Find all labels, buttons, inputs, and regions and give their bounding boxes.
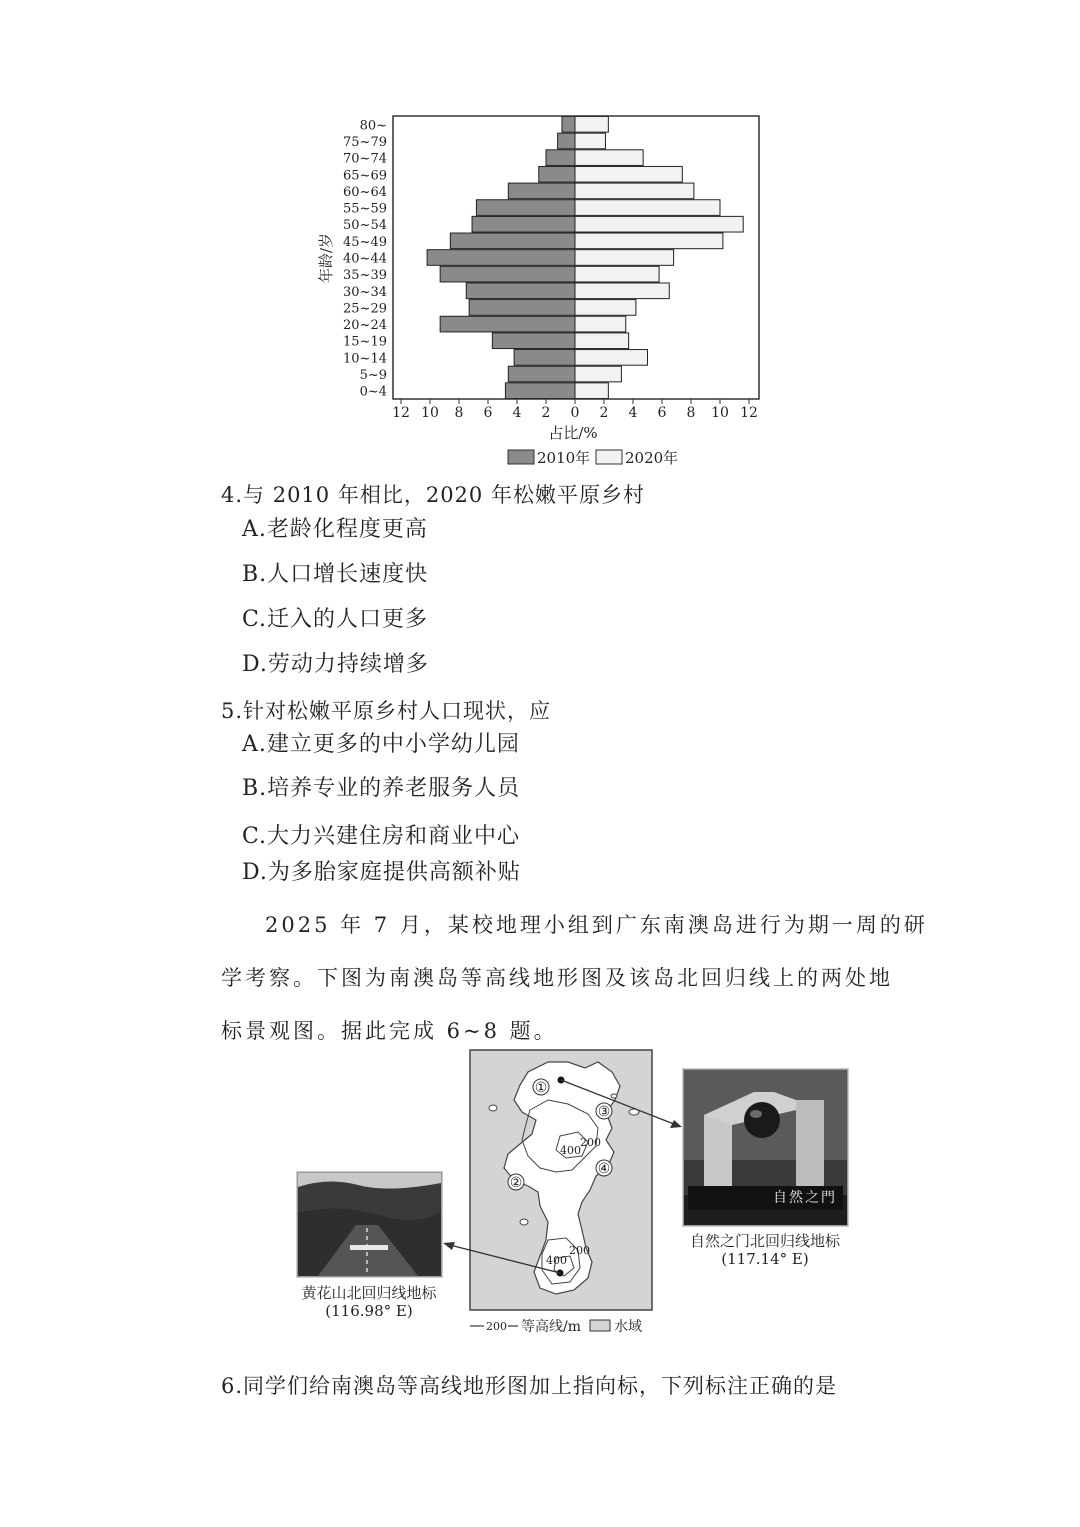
bar-2010-60~64 <box>508 183 575 199</box>
bar-2010-25~29 <box>469 300 575 316</box>
chart-legend <box>508 449 678 467</box>
x-axis-title: 占比/% <box>548 424 598 442</box>
age-label: 45~49 <box>343 234 387 250</box>
legend-water-swatch <box>590 1320 610 1331</box>
passage-line-2: 学考察。下图为南澳岛等高线地形图及该岛北回归线上的两处地 <box>221 966 893 990</box>
q5-option-a[interactable]: A.建立更多的中小学幼儿园 <box>242 732 520 757</box>
x-tick-label: 10 <box>421 405 439 421</box>
x-tick-label: 12 <box>740 405 758 421</box>
q4-option-a[interactable]: A.老龄化程度更高 <box>242 517 428 542</box>
bar-2020-5~9 <box>575 366 621 382</box>
age-label: 35~39 <box>343 268 387 284</box>
age-label: 55~59 <box>343 201 387 217</box>
bar-2020-60~64 <box>575 183 694 199</box>
islet <box>520 1219 528 1225</box>
x-tick-label: 6 <box>657 405 667 421</box>
y-axis-title: 年龄/岁 <box>317 232 335 284</box>
bar-2020-15~19 <box>575 333 629 349</box>
x-tick-label: 8 <box>454 405 464 421</box>
bar-2010-80~ <box>562 117 575 133</box>
contour-label: 200 <box>580 1136 601 1149</box>
point-4 <box>596 1160 612 1177</box>
x-tick-label: 0 <box>570 405 580 421</box>
contour-label: 200 <box>569 1244 590 1257</box>
bar-2010-40~44 <box>427 250 575 266</box>
age-label: 15~19 <box>343 334 387 350</box>
q5-option-d[interactable]: D.为多胎家庭提供高额补贴 <box>242 860 521 885</box>
x-tick-label: 6 <box>483 405 493 421</box>
bar-2020-25~29 <box>575 300 636 316</box>
point-3 <box>596 1103 612 1120</box>
arrowhead <box>443 1242 455 1250</box>
arrowhead <box>670 1120 682 1128</box>
bar-2010-45~49 <box>450 233 575 249</box>
bar-2010-75~79 <box>558 133 575 149</box>
pyramid-bars <box>427 117 743 399</box>
legend-label-2020: 2020年 <box>625 449 679 467</box>
bar-2010-50~54 <box>472 216 575 232</box>
islet <box>611 1094 617 1098</box>
bar-2020-20~24 <box>575 316 626 332</box>
bar-2020-55~59 <box>575 200 720 216</box>
legend-contour-value: 200 <box>486 1320 507 1333</box>
bar-2010-0~4 <box>505 383 575 399</box>
bar-2010-65~69 <box>539 166 575 182</box>
q5-option-b[interactable]: B.培养专业的养老服务人员 <box>242 776 521 801</box>
bar-2010-15~19 <box>492 333 575 349</box>
photo-ziranzhimen <box>683 1069 848 1226</box>
age-label: 70~74 <box>343 151 387 167</box>
bar-2020-30~34 <box>575 283 669 299</box>
legend-label-2010: 2010年 <box>537 449 591 467</box>
x-tick-label: 2 <box>541 405 551 421</box>
age-label: 50~54 <box>343 218 387 234</box>
photo-left-caption: 黄花山北回归线地标 <box>301 1284 437 1302</box>
q6-stem: 6.同学们给南澳岛等高线地形图加上指向标，下列标注正确的是 <box>221 1374 838 1398</box>
x-tick-label: 8 <box>686 405 696 421</box>
bar-2020-0~4 <box>575 383 608 399</box>
bar-2010-35~39 <box>440 266 575 282</box>
x-tick-label: 2 <box>599 405 609 421</box>
bar-2010-20~24 <box>440 316 575 332</box>
age-label: 10~14 <box>343 351 387 367</box>
svg-text:④: ④ <box>597 1161 611 1177</box>
passage-line-1: 2025 年 7 月，某校地理小组到广东南澳岛进行为期一周的研 <box>265 913 928 937</box>
age-label: 80~ <box>359 118 387 134</box>
age-group-labels <box>343 118 387 399</box>
point-2 <box>508 1174 524 1191</box>
bar-2010-55~59 <box>476 200 575 216</box>
contour-label: 400 <box>546 1254 567 1267</box>
age-label: 30~34 <box>343 284 387 300</box>
legend-swatch-2020 <box>596 450 622 464</box>
legend-water-label: 水域 <box>614 1319 642 1335</box>
q4-option-b[interactable]: B.人口增长速度快 <box>242 562 429 587</box>
photo-right-caption: 自然之门北回归线地标 <box>689 1232 840 1250</box>
age-label: 40~44 <box>343 251 387 267</box>
age-label: 75~79 <box>343 134 387 150</box>
x-tick-label: 12 <box>392 405 410 421</box>
point-1 <box>533 1079 549 1096</box>
bar-2020-10~14 <box>575 350 648 366</box>
bar-2020-70~74 <box>575 150 643 166</box>
q5-option-c[interactable]: C.大力兴建住房和商业中心 <box>242 824 521 849</box>
contour-label: 400 <box>560 1144 581 1157</box>
bar-2020-35~39 <box>575 266 659 282</box>
bar-2010-30~34 <box>466 283 575 299</box>
svg-text:②: ② <box>509 1175 523 1191</box>
photo-right-coord: (117.14° E) <box>721 1250 809 1268</box>
bar-2020-50~54 <box>575 216 743 232</box>
bar-2020-75~79 <box>575 133 605 149</box>
islet <box>489 1105 497 1111</box>
map-legend <box>470 1318 642 1335</box>
bar-2010-5~9 <box>508 366 575 382</box>
q4-option-c[interactable]: C.迁入的人口更多 <box>242 607 429 632</box>
sign-board: 自然之門 <box>688 1186 843 1210</box>
legend-contour-label: 等高线/m <box>521 1319 581 1335</box>
photo-huanghuashan <box>297 1172 442 1277</box>
age-label: 0~4 <box>359 384 387 400</box>
svg-text:③: ③ <box>597 1104 611 1120</box>
legend-swatch-2010 <box>508 450 534 464</box>
bar-2020-45~49 <box>575 233 723 249</box>
bar-2020-40~44 <box>575 250 674 266</box>
population-pyramid-chart <box>300 105 780 475</box>
age-label: 65~69 <box>343 168 387 184</box>
age-label: 25~29 <box>343 301 387 317</box>
q4-option-d[interactable]: D.劳动力持续增多 <box>242 652 429 677</box>
x-tick-label: 4 <box>628 405 638 421</box>
age-label: 5~9 <box>359 368 387 384</box>
photo-left-coord: (116.98° E) <box>325 1302 413 1320</box>
passage-line-3: 标景观图。据此完成 6~8 题。 <box>221 1019 558 1043</box>
age-label: 60~64 <box>343 184 387 200</box>
bar-2010-10~14 <box>514 350 575 366</box>
x-tick-label: 10 <box>711 405 729 421</box>
bar-2010-70~74 <box>546 150 575 166</box>
q5-stem: 5.针对松嫩平原乡村人口现状，应 <box>221 699 552 723</box>
bar-2020-65~69 <box>575 166 682 182</box>
x-axis-ticks <box>392 399 758 421</box>
svg-text:①: ① <box>534 1080 548 1096</box>
q4-stem: 4.与 2010 年相比，2020 年松嫩平原乡村 <box>221 483 645 507</box>
bar-2020-80~ <box>575 117 608 133</box>
x-tick-label: 4 <box>512 405 522 421</box>
age-label: 20~24 <box>343 318 387 334</box>
